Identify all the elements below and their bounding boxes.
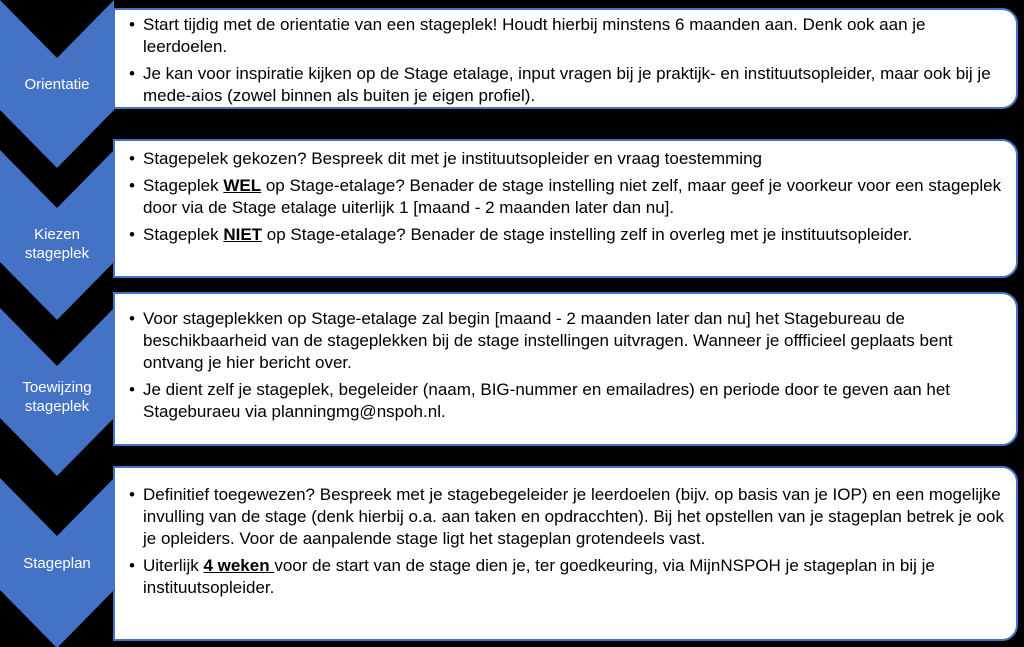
bullet-item <box>125 63 1004 107</box>
step-label-line: Stageplan <box>23 555 91 572</box>
bullet-text: Voor stageplekken op Stage-etalage zal begin [maand - 2 maanden later dan nu] het Stagebureau de beschikbaarheid van de stageplekken bij de stage instellingen uitvragen. Wanneer je offficieel geplaats bent ontvang je hier bericht over. <box>143 309 953 372</box>
step-label-line: stageplek <box>24 398 90 415</box>
step-label-line: Orientatie <box>24 76 90 93</box>
bullet-text: Je kan voor inspiratie kijken op de Stage etalage, input vragen bij je praktijk- en instituutsopleider, maar ook bij je mede-aios (zowel binnen als buiten je eigen profiel). <box>143 64 991 105</box>
bullet-item <box>125 14 1004 58</box>
bullet-item <box>125 379 1004 423</box>
step-label-kiezen-stageplek <box>0 225 114 263</box>
step-box-toewijzing-stageplek <box>113 292 1018 446</box>
bullet-text: Je dient zelf je stageplek, begeleider (naam, BIG-nummer en emailadres) en periode door te geven aan het Stageburaeu via planningmg@nspoh.nl. <box>143 380 951 421</box>
step-label-line: Toewijzing <box>22 379 92 396</box>
step-label-orientatie <box>0 75 114 94</box>
bullet-text: Stageplek <box>143 176 224 195</box>
bullet-text: Start tijdig met de orientatie van een stageplek! Houdt hierbij minstens 6 maanden aan. Denk ook aan je leerdoelen. <box>143 15 926 56</box>
step-box-stageplan <box>113 466 1018 641</box>
bullet-item <box>125 224 1004 246</box>
step-label-line: stageplek <box>24 245 90 262</box>
step-label-line: Kiezen <box>34 226 80 243</box>
step-label-toewijzing-stageplek <box>0 378 114 416</box>
bullet-text: Stageplek <box>143 225 224 244</box>
bullet-item <box>125 484 1004 550</box>
bullet-item <box>125 148 1004 170</box>
bullet-item <box>125 308 1004 374</box>
bullet-text: Uiterlijk <box>143 556 204 575</box>
bullet-text: Definitief toegewezen? Bespreek met je stagebegeleider je leerdoelen (bijv. op basis van je IOP) en een mogelijke invulling van de stage (denk hierbij o.a. aan taken en opdracchten). Bij het opstellen van je stageplan betrek je ook je opleiders. Voor de aanpalende stage ligt het stageplan grotendeels vast. <box>143 485 1004 548</box>
emphasis-wel: WEL <box>223 176 262 195</box>
step-box-orientatie <box>113 8 1018 109</box>
bullet-item <box>125 175 1004 219</box>
process-chevrons <box>0 0 114 647</box>
emphasis-niet: NIET <box>223 225 263 244</box>
bullet-text: Stagepelek gekozen? Bespreek dit met je instituutsopleider en vraag toestemming <box>143 149 762 168</box>
bullet-text: op Stage-etalage? Benader de stage instelling niet zelf, maar geef je voorkeur voor een stageplek door via de Stage etalage uiterlijk 1 [maand - 2 maanden later dan nu]. <box>143 176 1002 217</box>
emphasis-4-weken: 4 weken <box>203 556 275 575</box>
bullet-text: voor de start van de stage dien je, ter goedkeuring, via MijnNSPOH je stageplan in bij je instituutsopleider. <box>143 556 935 597</box>
bullet-item <box>125 555 1004 599</box>
step-box-kiezen-stageplek <box>113 139 1018 278</box>
bullet-text: op Stage-etalage? Benader de stage instelling zelf in overleg met je instituutsopleider. <box>262 225 913 244</box>
step-label-stageplan <box>0 554 114 573</box>
